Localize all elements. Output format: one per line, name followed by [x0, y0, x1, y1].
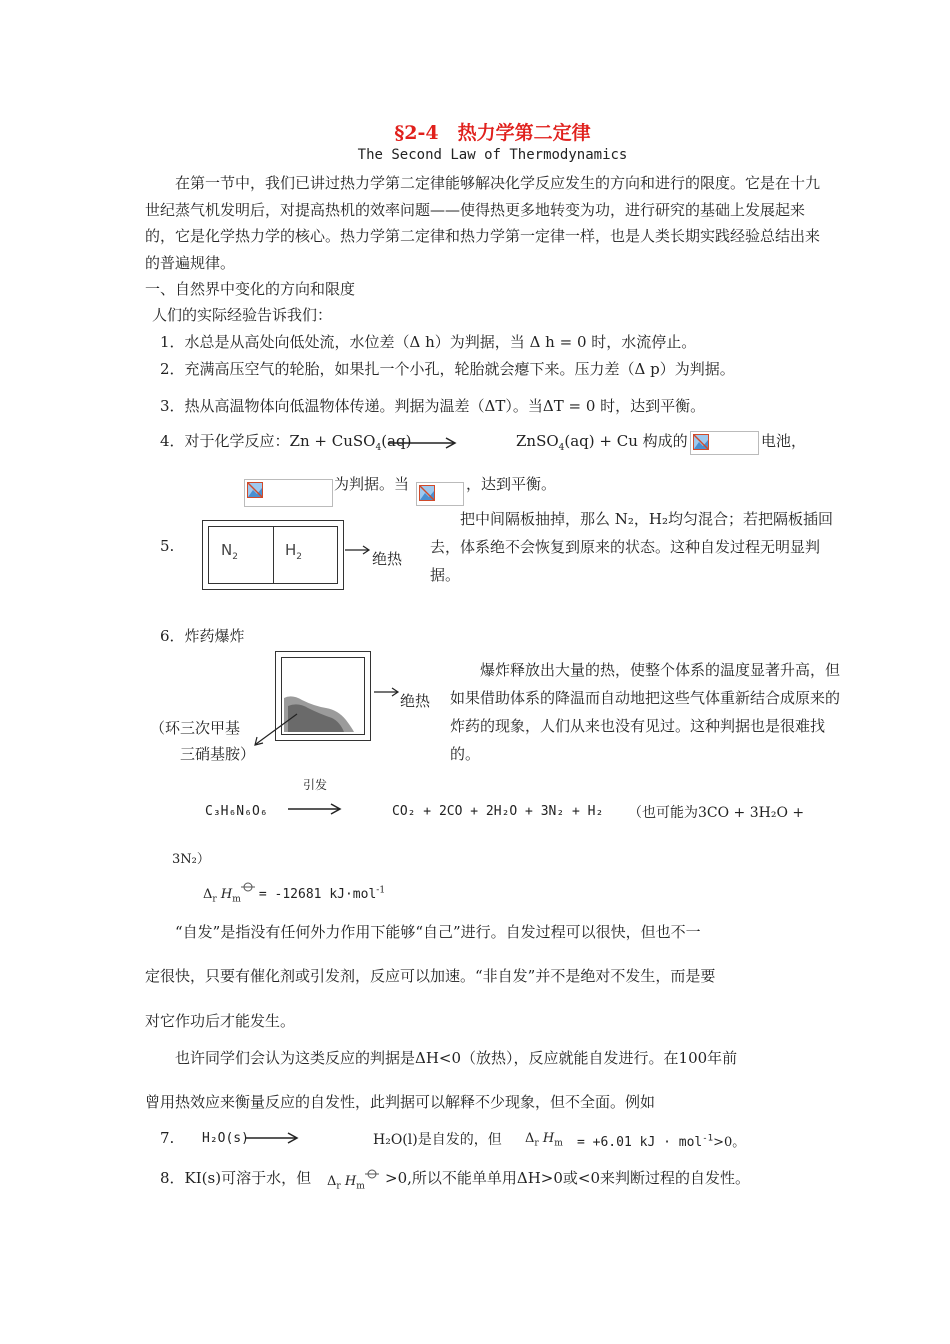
- item-5-number: 5.: [160, 537, 175, 555]
- formula-image-placeholder: [416, 482, 464, 506]
- reactant-formula: C₃H₆N₆O₆: [205, 804, 268, 819]
- product-formula: CO₂ + 2CO + 2H₂O + 3N₂ + H₂: [392, 804, 604, 819]
- reaction-arrow-icon: [388, 436, 458, 450]
- h2-label: $H_2$: [285, 541, 303, 562]
- explosive-name-line-2: 三硝基胺）: [180, 745, 256, 763]
- spontaneous-line-1: “自发”是指没有任何外力作用下能够“自己”进行。自发过程可以很快，但也不一: [175, 923, 701, 941]
- item-4-battery: 电池，: [761, 432, 807, 450]
- item-4-criterion: 为判据。当: [334, 475, 410, 493]
- item-4-equilibrium: ，达到平衡。: [466, 475, 557, 493]
- standard-state-icon: [365, 1169, 379, 1179]
- item-8-end: >0,所以不能单单用ΔH>0或<0来判断过程的自发性。: [385, 1169, 751, 1187]
- alt-products: （也可能为3CO + 3H₂O +: [628, 805, 805, 821]
- enthalpy-line: $\Delta_r$ $H_m = -12681$ kJ·mol$^{-1}$: [203, 882, 385, 905]
- item-7-product: H₂O(l)是自发的，但: [373, 1132, 502, 1148]
- item-7-number: 7.: [160, 1129, 175, 1147]
- spontaneous-line-2: 定很快，只要有催化剂或引发剂，反应可以加速。“非自发”并不是绝对不发生，而是要: [145, 967, 716, 985]
- item-1: 1．水总是从高处向低处流，水位差（Δ h）为判据，当 Δ h = 0 时，水流停止。: [160, 333, 697, 351]
- alt-products-end: 3N₂）: [172, 852, 210, 867]
- item-7-value: = +6.01 kJ · mol$^{-1}$>0。: [577, 1133, 746, 1150]
- item-8-enthalpy-symbol: $\Delta_r$ $H_m$: [327, 1169, 379, 1192]
- item-3: 3．热从高温物体向低温物体传递。判据为温差（ΔT）。当ΔT = 0 时，达到平衡。: [160, 397, 706, 415]
- item-6-title: 6．炸药爆炸: [160, 627, 245, 645]
- n2-label: $N_2$: [221, 541, 238, 562]
- maybe-line-1: 也许同学们会认为这类反应的判据是ΔH<0（放热），反应就能自发进行。在100年前: [175, 1049, 738, 1067]
- intro-paragraph: 在第一节中，我们已讲过热力学第二定律能够解决化学反应发生的方向和进行的限度。它是在十九世纪蒸气机发明后，对提高热机的效率问题——使得热更多地转变为功，进行研究的基础上发展起来的，它是化学热力学的核心。热力学第二定律和热力学第一定律一样，也是人类长期实践经验总结出来的普遍规律。: [145, 174, 821, 272]
- spontaneous-line-3: 对它作功后才能发生。: [145, 1012, 296, 1030]
- pointer-arrow-icon: [373, 686, 401, 698]
- maybe-line-2: 曾用热效应来衡量反应的自发性，此判据可以解释不少现象，但不全面。例如: [145, 1093, 656, 1111]
- item-8-start: 8．KI(s)可溶于水，但: [160, 1169, 312, 1187]
- item-5-text: 把中间隔板抽掉，那么 N₂，H₂均匀混合；若把隔板插回去，体系绝不会恢复到原来的状态。这种自发过程无明显判据。: [430, 510, 834, 584]
- broken-image-icon: [247, 482, 263, 498]
- broken-image-icon: [419, 485, 435, 501]
- initiation-label: 引发: [303, 778, 328, 792]
- gas-container-diagram: [202, 520, 344, 590]
- formula-image-placeholder: [244, 479, 333, 507]
- item-7-enthalpy-symbol: $\Delta_r$ $H_m$: [525, 1131, 563, 1149]
- adiabatic-label-6: 绝热: [400, 692, 431, 710]
- adiabatic-label-5: 绝热: [372, 550, 403, 568]
- item-7-reactant: H₂O(s): [202, 1131, 249, 1146]
- formula-image-placeholder: [690, 431, 759, 455]
- item-4-left: 4．对于化学反应：Zn + CuSO$_4$(aq): [160, 432, 412, 453]
- experience-line: 人们的实际经验告诉我们：: [152, 306, 333, 324]
- item-2: 2．充满高压空气的轮胎，如果扎一个小孔，轮胎就会瘪下来。压力差（Δ p）为判据。: [160, 360, 735, 378]
- broken-image-icon: [693, 434, 709, 450]
- pointer-arrow-icon: [250, 712, 300, 748]
- reaction-arrow-icon: [244, 1131, 300, 1145]
- section-heading-1: 一、自然界中变化的方向和限度: [145, 280, 356, 298]
- partition: [273, 527, 274, 583]
- item-6-text: 爆炸释放出大量的热，使整个体系的温度显著升高，但如果借助体系的降温而自动地把这些气体重新结合成原来的炸药的现象，人们从来也没有见过。这种判据也是很难找的。: [450, 661, 841, 763]
- page-title: §2-4 热力学第二定律: [394, 122, 591, 144]
- reaction-arrow-icon: [287, 802, 343, 816]
- standard-state-icon: [241, 882, 255, 892]
- enthalpy-symbol: $\Delta_r$ $H_m$: [203, 887, 241, 905]
- explosive-name-line-1: （环三次甲基: [150, 719, 241, 737]
- page-subtitle: The Second Law of Thermodynamics: [357, 147, 628, 163]
- item-4-right: ZnSO$_4$(aq) + Cu 构成的: [516, 432, 688, 453]
- pointer-arrow-icon: [344, 544, 372, 556]
